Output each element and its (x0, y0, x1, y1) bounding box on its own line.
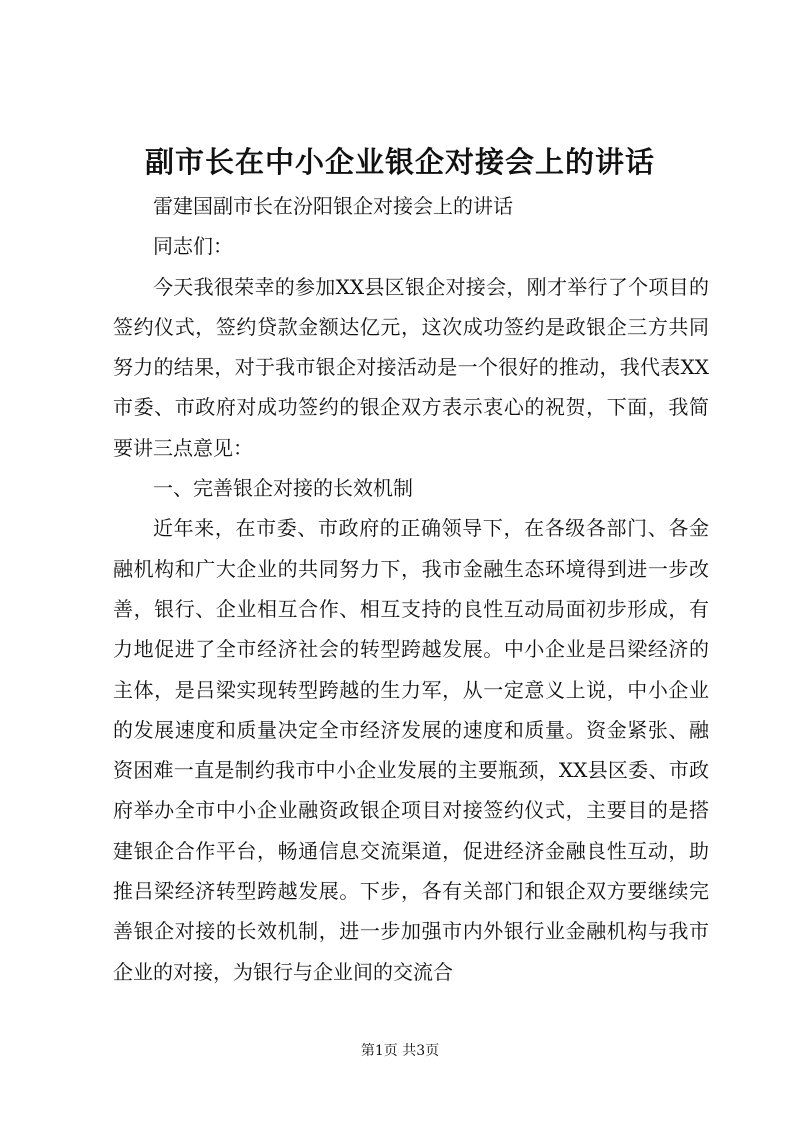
page-footer: 第1页 共3页 (360, 1043, 440, 1059)
greeting-paragraph: 同志们： (153, 234, 233, 259)
subtitle-paragraph: 雷建国副市长在汾阳银企对接会上的讲话 (153, 194, 513, 218)
body-paragraph: 今天我很荣幸的参加XX县区银企对接会，刚才举行了个项目的签约仪式，签约贷款金额达亿元，这次成功签约是政银企三方共同努力的结果，对于我市银企对接活动是一个很好的推动，我代表XX市委、市政府对成功签约的银企双方表示衷心的祝贺，下面，我简要讲三点意见： (113, 274, 709, 460)
document-body (113, 186, 709, 992)
section-heading: 一、完善银企对接的长效机制 (153, 476, 413, 501)
body-paragraph: 近年来，在市委、市政府的正确领导下，在各级各部门、各金融机构和广大企业的共同努力下，我市金融生态环境得到进一步改善，银行、企业相互合作、相互支持的良性互动局面初步形成，有力地促进了全市经济社会的转型跨越发展。中小企业是吕梁经济的主体，是吕梁实现转型跨越的生力军，从一定意义上说，中小企业的发展速度和质量决定全市经济发展的速度和质量。资金紧张、融资困难一直是制约我市中小企业发展的主要瓶颈，XX县区委、市政府举办全市中小企业融资政银企项目对接签约仪式，主要目的是搭建银企合作平台，畅通信息交流渠道，促进经济金融良性互动，助推吕梁经济转型跨越发展。下步，各有关部门和银企双方要继续完善银企对接的长效机制，进一步加强市内外银行业金融机构与我市企业的对接，为银行与企业间的交流合 (113, 516, 709, 984)
document-title: 副市长在中小企业银企对接会上的讲话 (144, 145, 655, 179)
